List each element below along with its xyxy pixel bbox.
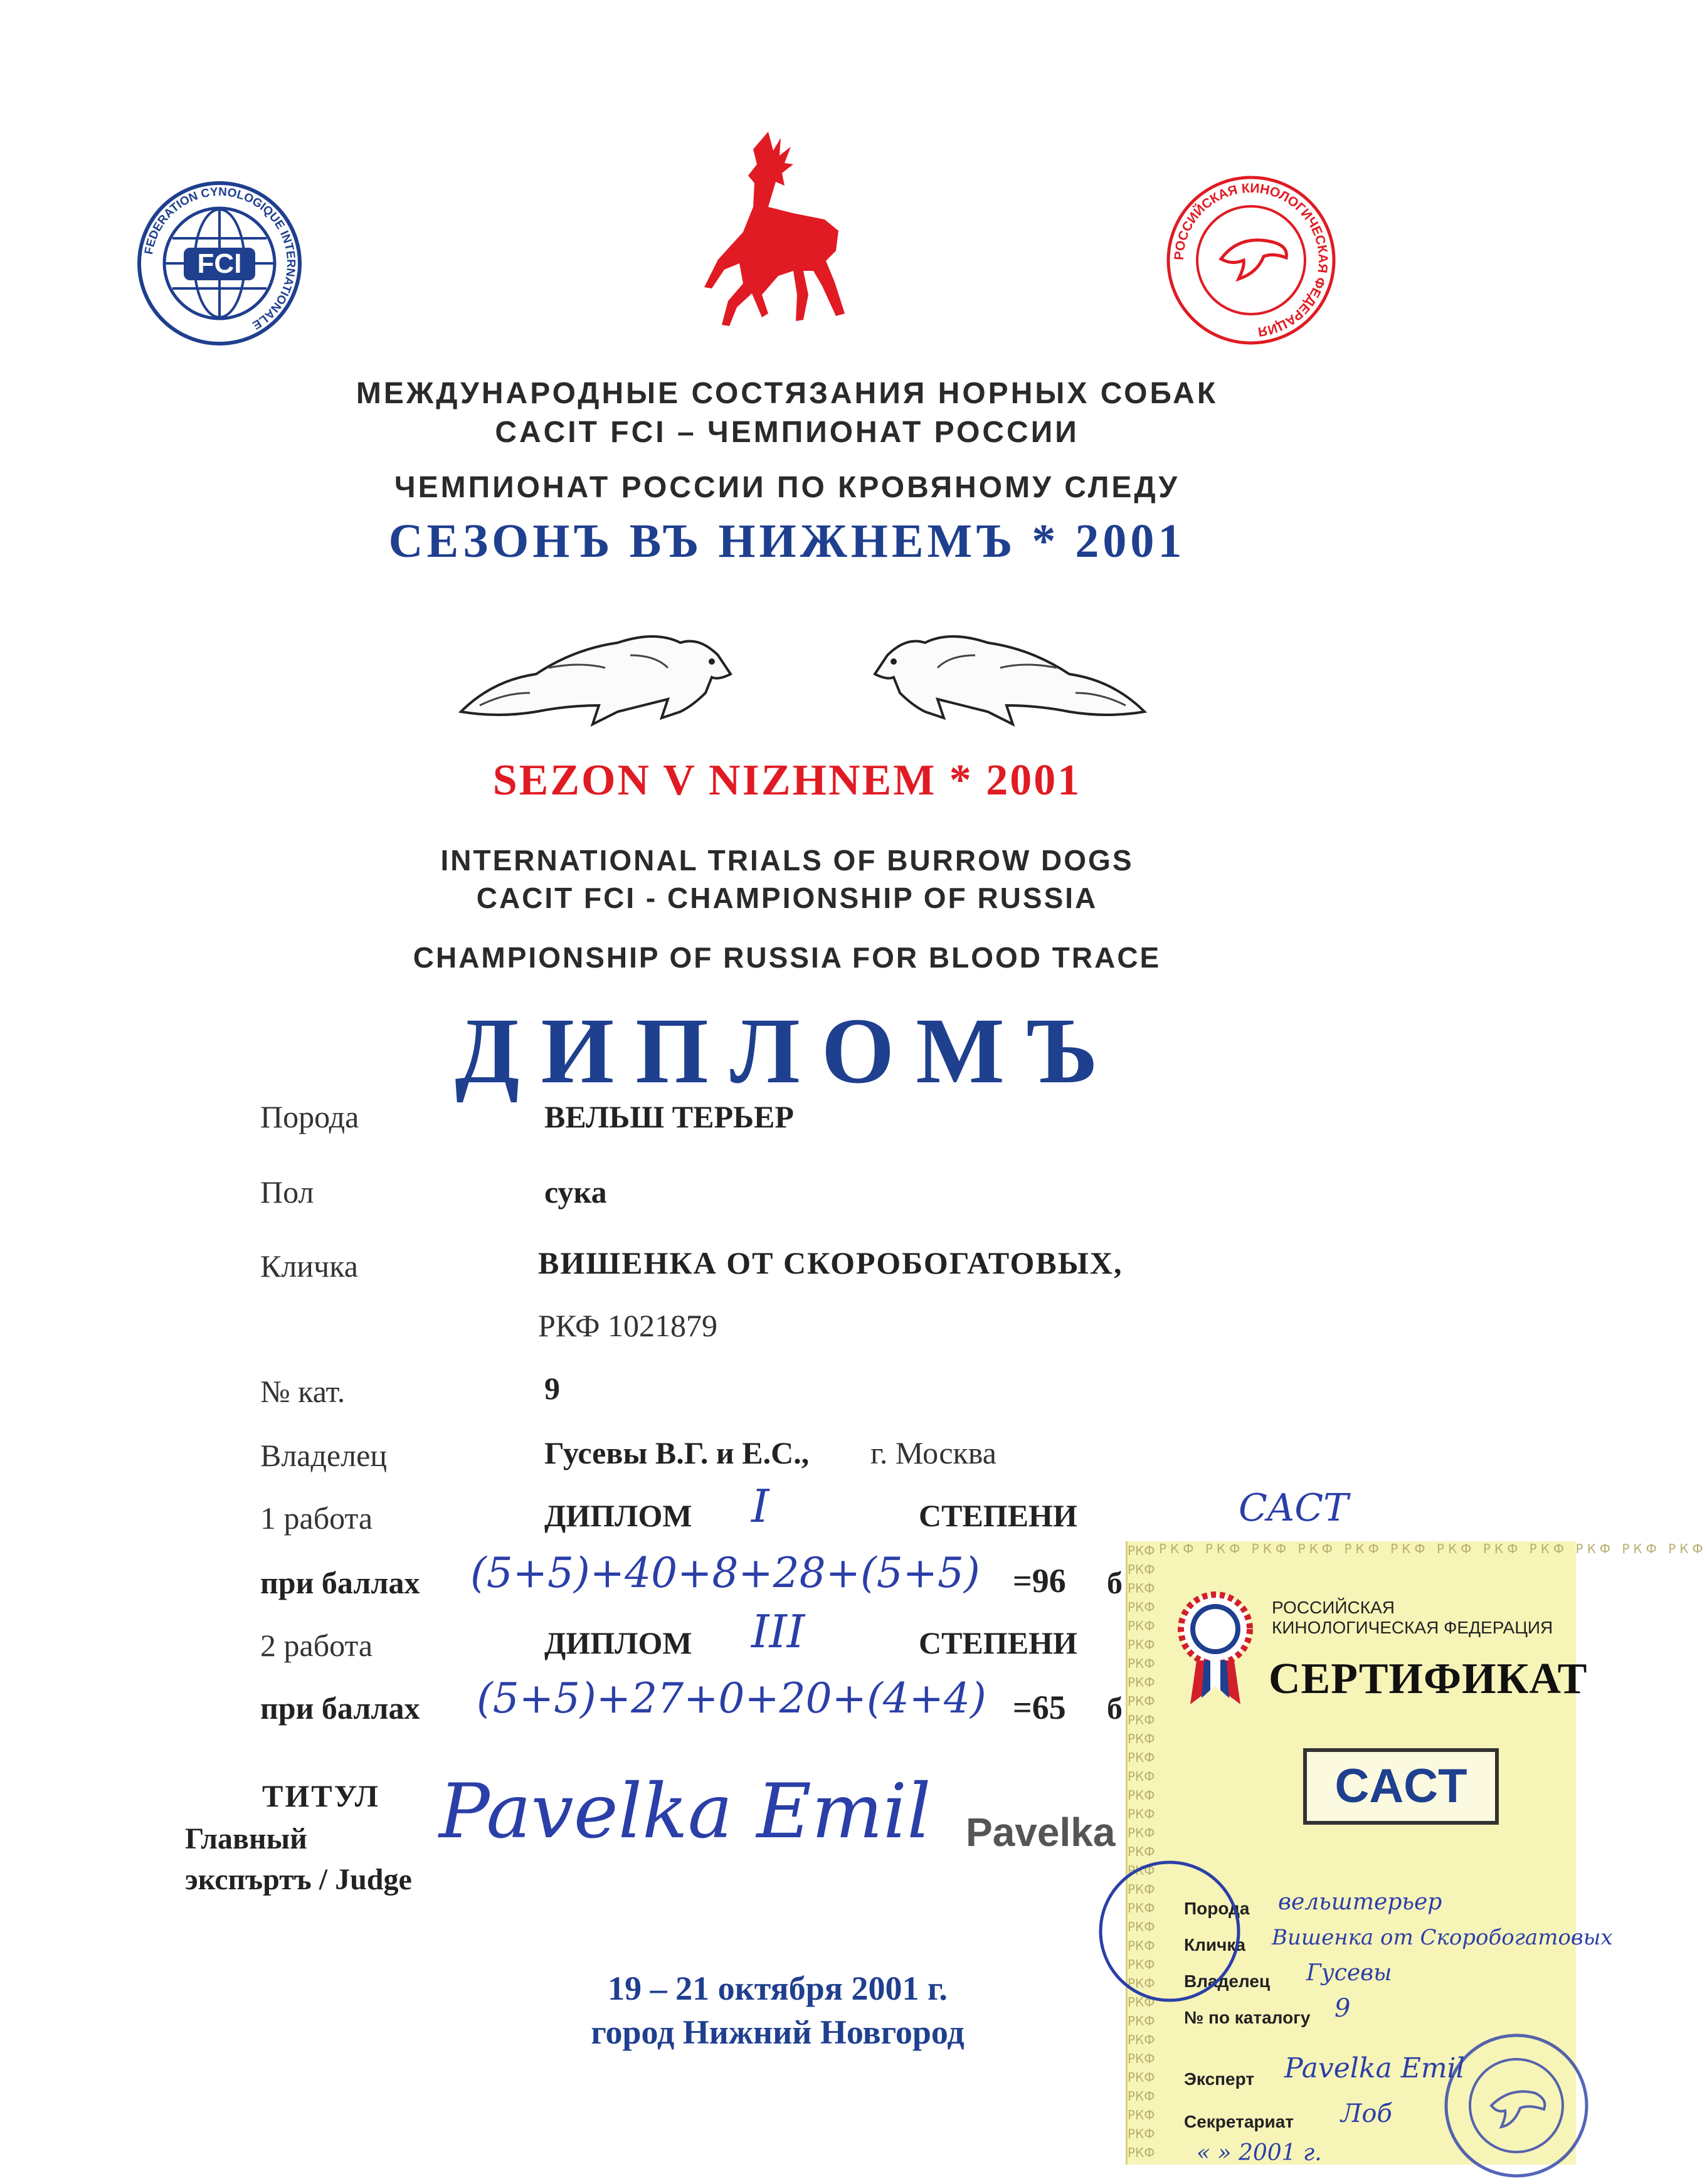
fox-left-icon [455, 618, 737, 731]
work2-total-suffix: б [1107, 1691, 1123, 1726]
certificate-row-label: Кличка [1184, 1935, 1245, 1955]
work2-degree: III [751, 1605, 805, 1658]
fci-logo [135, 179, 304, 348]
header-ru-line2: CACIT FCI – ЧЕМПИОНАТ РОССИИ [495, 416, 1079, 449]
work1-total: =96 [1013, 1562, 1066, 1600]
judge-stamp: Pavelka [966, 1810, 1116, 1855]
partial-seal-icon [1094, 1856, 1132, 2007]
header-ru-title: СЕЗОНЪ ВЪ НИЖНЕМЪ * 2001 [388, 515, 1186, 567]
work1-score: (5+5)+40+8+28+(5+5) [470, 1549, 980, 1597]
work2-label: 2 работа [260, 1628, 373, 1663]
field-value-owner: Гусевы В.Г. и Е.С., [544, 1435, 810, 1470]
field-value-name: ВИШЕНКА ОТ СКОРОБОГАТОВЫХ, [538, 1245, 1123, 1280]
judge-label-line2: экспъртъ / Judge [185, 1863, 412, 1896]
diploma-heading: ДИПЛОМЪ [455, 999, 1119, 1103]
rosette-icon [1171, 1591, 1259, 1704]
header-en-title: SEZON V NIZHNEM * 2001 [492, 756, 1082, 804]
certificate-stamp-icon [1441, 2030, 1592, 2181]
certificate-row-value: Pavelka Emil [1284, 2052, 1465, 2084]
certificate-card [1126, 1541, 1707, 2166]
certificate-date: « » 2001 г. [1197, 2140, 1322, 2166]
work1-note: CACT [1239, 1486, 1349, 1530]
certificate-org-line1: РОССИЙСКАЯ [1272, 1598, 1395, 1617]
field-value-catalog: 9 [544, 1371, 560, 1406]
work2-total: =65 [1013, 1689, 1066, 1726]
certificate-row-label: № по каталогу [1184, 2008, 1311, 2027]
header-ru-line1: МЕЖДУНАРОДНЫЕ СОСТЯЗАНИЯ НОРНЫХ СОБАК [356, 377, 1218, 410]
work1-total-suffix: б [1107, 1565, 1123, 1600]
certificate-title: СЕРТИФИКАТ [1269, 1655, 1588, 1703]
certificate-row-label: Эксперт [1184, 2069, 1255, 2089]
svg-text:FEDERATION CYNOLOGIQUE INTERNA: FEDERATION CYNOLOGIQUE INTERNATIONALE [142, 185, 298, 332]
judge-label-line1: Главный [185, 1822, 307, 1855]
header-en-line2: CACIT FCI - CHAMPIONSHIP OF RUSSIA [476, 882, 1098, 914]
certificate-row-value: Лоб [1341, 2099, 1392, 2128]
work1-stepeni: СТЕПЕНИ [919, 1498, 1077, 1533]
field-value-owner-city: г. Москва [870, 1435, 996, 1470]
work1-score-label: при баллах [260, 1565, 420, 1600]
header-en-line1: INTERNATIONAL TRIALS OF BURROW DOGS [440, 844, 1134, 877]
work2-score-label: при баллах [260, 1691, 420, 1726]
title-label: ТИТУЛ [262, 1778, 380, 1813]
work2-diploma: ДИПЛОМ [544, 1625, 692, 1660]
work1-degree: I [751, 1480, 769, 1532]
certificate-row-value: 9 [1334, 1994, 1351, 2023]
field-label-breed: Порода [260, 1099, 359, 1134]
field-label-catalog: № кат. [260, 1374, 346, 1409]
svg-text:FCI: FCI [197, 248, 242, 279]
work2-stepeni: СТЕПЕНИ [919, 1625, 1077, 1660]
judge-signature: Pavelka Emil [439, 1768, 931, 1855]
header-ru-line3: ЧЕМПИОНАТ РОССИИ ПО КРОВЯНОМУ СЛЕДУ [394, 471, 1180, 504]
work2-score: (5+5)+27+0+20+(4+4) [477, 1674, 986, 1722]
svg-text:РОССИЙСКАЯ КИНОЛОГИЧЕСКАЯ ФЕДЕ: РОССИЙСКАЯ КИНОЛОГИЧЕСКАЯ ФЕДЕРАЦИЯ [1171, 181, 1331, 339]
deer-emblem-icon [674, 125, 875, 326]
field-value-registration: РКФ 1021879 [538, 1308, 717, 1343]
certificate-top-pattern: РКФ РКФ РКФ РКФ РКФ РКФ РКФ РКФ РКФ РКФ РКФ РКФ [1159, 1541, 1707, 1556]
header-en-line3: CHAMPIONSHIP OF RUSSIA FOR BLOOD TRACE [413, 941, 1161, 974]
certificate-row-value: Гусевы [1306, 1960, 1392, 1986]
work1-label: 1 работа [260, 1501, 373, 1536]
certificate-row-label: Секретариат [1184, 2112, 1294, 2131]
certificate-row-label: Порода [1184, 1899, 1250, 1918]
work1-diploma: ДИПЛОМ [544, 1498, 692, 1533]
certificate-org-line2: КИНОЛОГИЧЕСКАЯ ФЕДЕРАЦИЯ [1272, 1618, 1553, 1637]
rkf-logo [1163, 172, 1339, 348]
certificate-row-value: Вишенка от Скоробогатовых [1272, 1925, 1613, 1950]
certificate-row-label: Владелец [1184, 1971, 1271, 1991]
fox-right-icon [869, 618, 1151, 731]
certificate-code: CACT [1303, 1748, 1499, 1825]
field-label-owner: Владелец [260, 1438, 388, 1473]
field-label-name: Кличка [260, 1248, 358, 1284]
field-value-breed: ВЕЛЬШ ТЕРЬЕР [544, 1099, 794, 1134]
certificate-row-value: вельштерьер [1278, 1889, 1442, 1915]
certificate-border-pattern: РКФ РКФ РКФ РКФ РКФ РКФ РКФ РКФ РКФ РКФ РКФ РКФ РКФ РКФ РКФ РКФ РКФ РКФ РКФ РКФ РКФ РКФ РКФ РКФ РКФ РКФ РКФ РКФ РКФ РКФ РКФ РКФ РКФ [1128, 1543, 1155, 2160]
field-label-sex: Пол [260, 1174, 314, 1210]
footer-city: город Нижний Новгород [591, 2013, 964, 2051]
field-value-sex: сука [544, 1174, 607, 1210]
footer-dates: 19 – 21 октября 2001 г. [608, 1970, 948, 2007]
